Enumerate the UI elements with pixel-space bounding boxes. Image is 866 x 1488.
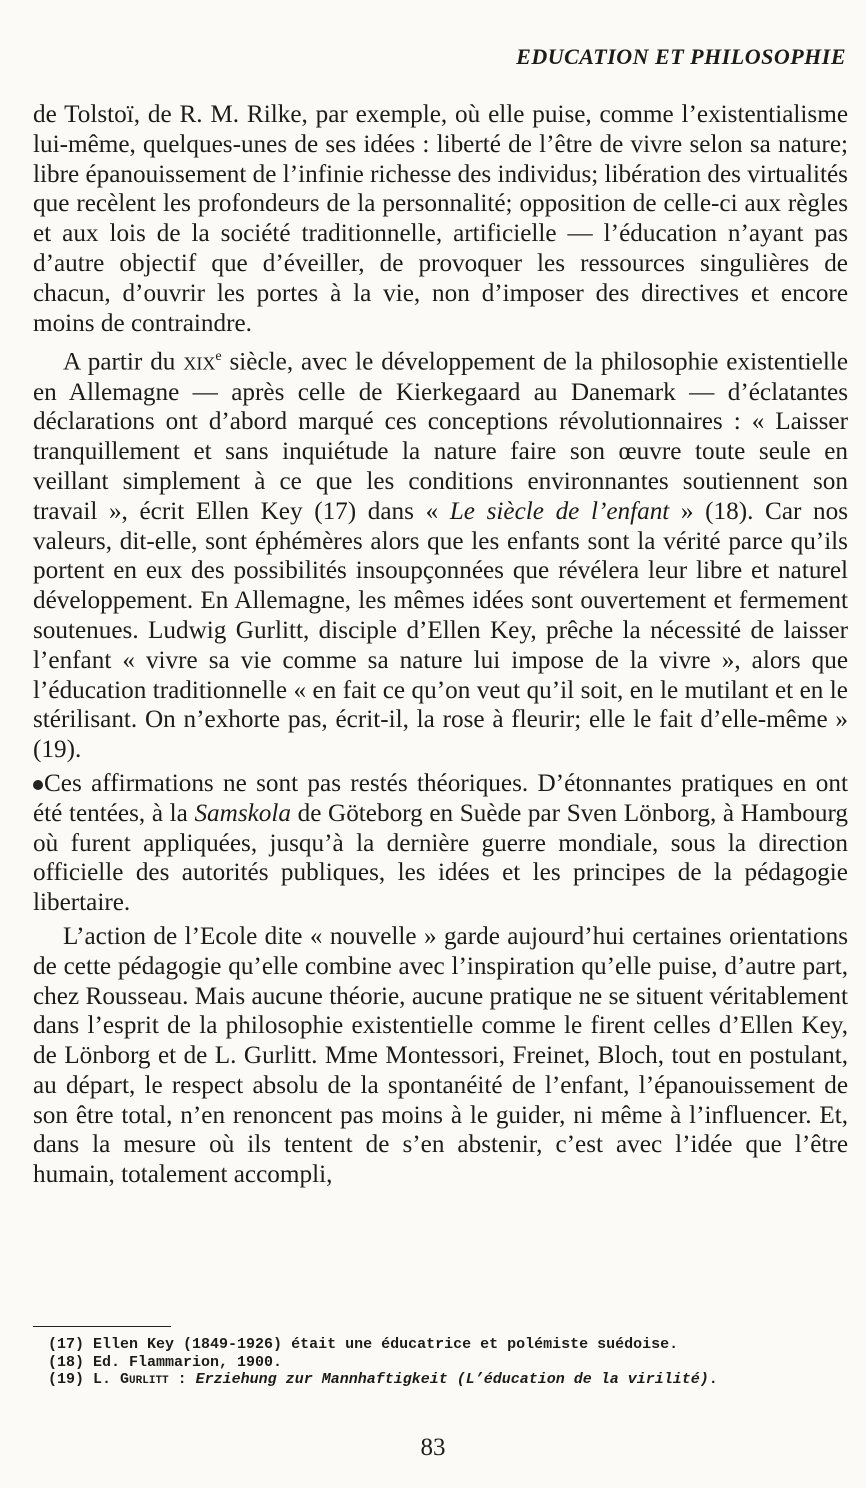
text-segment: de Göteborg en Suède par Sven Lönborg, à Hambourg où furent appliquées, jusqu’à la dernière guerre mondiale, sous la direction officielle des autorités publiques, les idées et les principes de la pédagogie libertaire. bbox=[33, 799, 848, 917]
footnote-divider bbox=[33, 1326, 171, 1327]
running-header: EDUCATION ET PHILOSOPHIE bbox=[516, 44, 846, 69]
footnote-marker: (18) bbox=[48, 1353, 85, 1371]
text-segment: siècle, avec le développement de la philosophie existentielle en Allemagne — après celle de Kierkegaard au Danemark — d’éclatantes déclarations ont d’abord marqué ces conceptions révolutionnaires : « Laisser tranquillement et sans inquiétude la nature faire son œuvre toute seule en veillant simplement à ce que les conditions environnantes soutiennent son travail », écrit Ellen Key (17) dans « bbox=[33, 348, 848, 525]
footnote-separator: : bbox=[168, 1371, 196, 1388]
paragraph-practices bbox=[33, 769, 848, 918]
footnote-text: Ed. Flammarion, 1900. bbox=[93, 1353, 283, 1371]
text-segment: » (18). Car nos valeurs, dit-elle, sont éphémères alors que les enfants sont la vérité parce qu’ils portent en eux des possibilités insoupçonnées que révélera leur libre et naturel développement. En Allemagne, les mêmes idées sont ouvertement et fermement soutenues. Ludwig Gurlitt, disciple d’Ellen Key, prêche la nécessité de laisser l’enfant « vivre sa vie comme sa nature lui impose de la vivre », alors que l’éducation traditionnelle « en fait ce qu’on veut qu’il soit, en le mutilant et en le stérilisant. On n’exhorte pas, écrit-il, la rose à fleurir; elle le fait d’elle-même » (19). bbox=[33, 497, 849, 764]
footnote bbox=[48, 1336, 848, 1354]
footnote bbox=[48, 1354, 848, 1372]
footnote-author: L. Gurlitt bbox=[93, 1371, 169, 1388]
footnote bbox=[48, 1371, 848, 1389]
footnote-end: . bbox=[708, 1371, 718, 1388]
text-segment: Ces affirmations ne sont pas restés théoriques. D’étonnantes pratiques en ont été tentées, à la bbox=[33, 769, 848, 827]
footnotes bbox=[48, 1336, 848, 1389]
footnote-marker: (17) bbox=[48, 1336, 85, 1353]
book-title: Le siècle de l’enfant bbox=[449, 497, 670, 525]
school-name: Samskola bbox=[194, 799, 291, 827]
page-number: 83 bbox=[420, 1434, 446, 1461]
footnote-text: Ellen Key (1849-1926) était une éducatrice et polémiste suédoise. bbox=[93, 1336, 679, 1353]
century-superscript: e bbox=[215, 349, 222, 365]
body-text bbox=[33, 100, 848, 1190]
paragraph-ecole-nouvelle: L’action de l’Ecole dite « nouvelle » garde aujourd’hui certaines orientations de cette pédagogie qu’elle combine avec l’inspiration qu’elle puise, d’autre part, chez Rousseau. Mais aucune théorie, aucune pratique ne se situent véritablement dans l’esprit de la philosophie existentielle comme le firent celles d’Ellen Key, de Lönborg et de L. Gurlitt. Mme Montessori, Freinet, Bloch, tout en postulant, au départ, le respect absolu de la spontanéité de l’enfant, l’épanouissement de son être total, n’en renoncent pas moins à le guider, ni même à l’influencer. Et, dans la mesure où ils tentent de s’en abstenir, c’est avec l’idée que l’être humain, totalement accompli, bbox=[33, 922, 848, 1189]
paragraph-existential-philosophy bbox=[33, 342, 848, 765]
bullet-dot-icon bbox=[33, 780, 43, 790]
text-segment: A partir du bbox=[63, 348, 184, 376]
footnote-marker: (19) bbox=[48, 1371, 85, 1388]
century-numeral: xix bbox=[183, 348, 216, 376]
paragraph-continued: de Tolstoï, de R. M. Rilke, par exemple, où elle puise, comme l’existentialisme lui-même, quelques-unes de ses idées : liberté de l’être de vivre selon sa nature; libre épanouissement de l’infinie richesse des individus; libération des virtualités que recèlent les profondeurs de la personnalité; opposition de celle-ci aux règles et aux lois de la société traditionnelle, artificielle — l’éducation n’ayant pas d’autre objectif que d’éveiller, de provoquer les ressources singulières de chacun, d’ouvrir les portes à la vie, non d’imposer des directives et encore moins de contraindre. bbox=[33, 101, 848, 337]
footnote-title: Erziehung zur Mannhaftigkeit (L’éducation de la virilité) bbox=[195, 1371, 709, 1388]
